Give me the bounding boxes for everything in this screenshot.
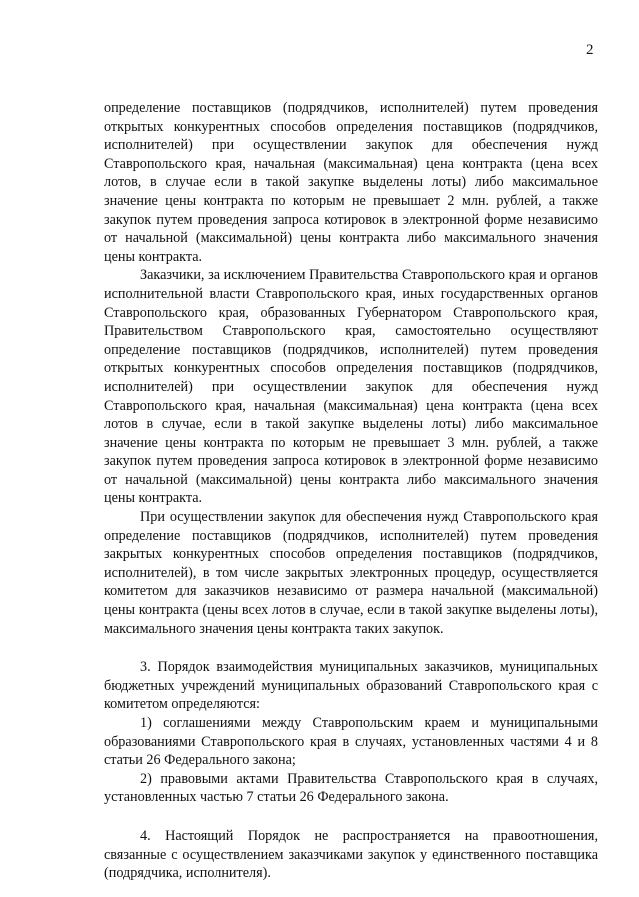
paragraph: При осуществлении закупок для обеспечения нужд Ставропольского края определение поставщиков (подрядчиков, исполнителей) путем проведения закрытых конкурентных способов определения поставщиков (подрядчиков, исполнителей), в том числе закрытых электронных процедур, осуществляется комитетом для заказчиков независимо от размера начальной (максимальной) цены контракта (цены всех лотов в случае, если в такой закупке выделены лоты), максимального значения цены контракта таких закупок.	[104, 509, 598, 637]
paragraph: Заказчики, за исключением Правительства Ставропольского края и органов исполнительной власти Ставропольского края, иных государственных органов Ставропольского края, образованных Губернатором Ставропольского края, Правительством Ставропольского края, самостоятельно осуществляют определение поставщиков (подрядчиков, исполнителей) путем проведения открытых конкурентных способов определения поставщиков (подрядчиков, исполнителей) при осуществлении закупок для обеспечения нужд Ставропольского края, начальная (максимальная) цена контракта (цена всех лотов в случае, если в такой закупке выделены лоты) либо максимальное значение цены контракта по которым не превышает 3 млн. рублей, а также закупок путем проведения запроса котировок в электронной форме независимо от начальной (максимальной) цены контракта либо максимального значения цены контракта.	[104, 267, 598, 507]
paragraph: 3. Порядок взаимодействия муниципальных заказчиков, муниципальных бюджетных учреждений муниципальных образований Ставропольского края с комитетом определяются:	[104, 659, 598, 713]
list-item: 1) соглашениями между Ставропольским краем и муниципальными образованиями Ставропольского края в случаях, установленных частями 4 и 8 статьи 26 Федерального закона;	[104, 715, 598, 769]
document-body	[104, 99, 598, 883]
paragraph: определение поставщиков (подрядчиков, исполнителей) путем проведения открытых конкурентных способов определения поставщиков (подрядчиков, исполнителей) при осуществлении закупок для обеспечения нужд Ставропольского края, начальная (максимальная) цена контракта (цена всех лотов, в случае если в такой закупке выделены лоты) либо максимальное значение цены контракта по которым не превышает 2 млн. рублей, а также закупок путем проведения запроса котировок в электронной форме независимо от начальной (максимальной) цены контракта либо максимального значения цены контракта.	[104, 100, 598, 265]
page-number: 2	[586, 42, 594, 58]
list-item: 2) правовыми актами Правительства Ставропольского края в случаях, установленных частью 7 статьи 26 Федерального закона.	[104, 770, 598, 806]
paragraph: 4. Настоящий Порядок не распространяется на правоотношения, связанные с осуществлением заказчиками закупок у единственного поставщика (подрядчика, исполнителя).	[104, 827, 598, 882]
